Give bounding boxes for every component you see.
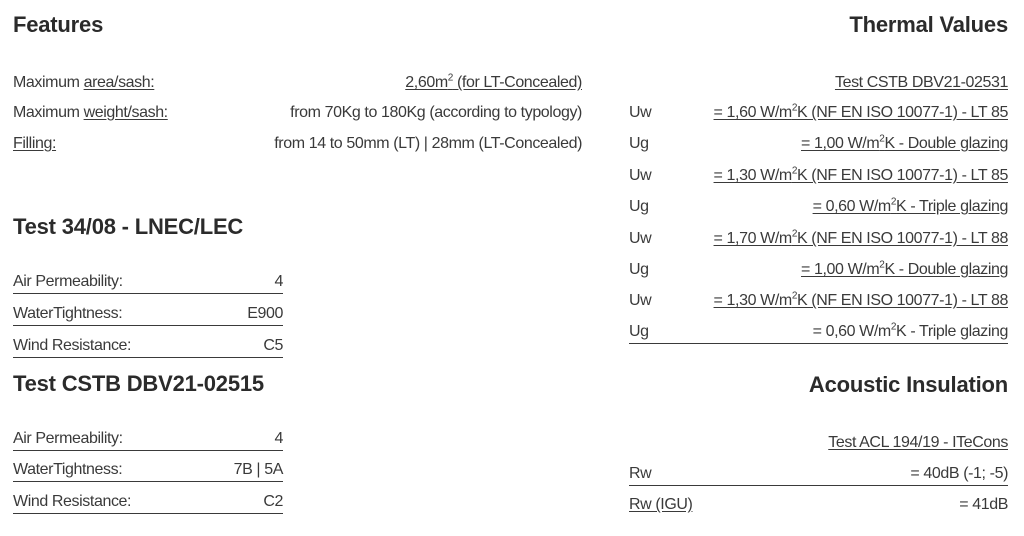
thermal-value: = 1,30 $W/m^2K$ (NF EN ISO 10077-1) - LT 85 [713,165,1008,184]
thermal-row [629,228,1008,250]
feature-label: Maximum weight/sash: [13,104,168,121]
feature-row-area [13,72,582,94]
test-value: E900 [247,305,283,322]
test-value: 7B | 5A [233,461,283,478]
acoustic-reference-row [629,432,1008,454]
thermal-label: Ug [629,261,649,278]
thermal-row [629,102,1008,124]
test-label: Air Permeability: [13,273,123,290]
acoustic-row [629,494,1008,516]
thermal-value: = 1,30 $W/m^2K$ (NF EN ISO 10077-1) - LT 88 [713,290,1008,309]
test-value: 4 [274,430,283,447]
test-lnec-row [13,271,283,294]
acoustic-label: Rw [629,465,652,482]
acoustic-reference: Test ACL 194/19 - ITeCons [828,434,1008,451]
thermal-row [629,133,1008,155]
thermal-row [629,259,1008,281]
test-value: C2 [263,493,283,510]
thermal-row [629,321,1008,344]
test-cstb-row [13,428,283,451]
acoustic-value: = 40dB (-1; -5) [910,465,1008,482]
thermal-reference: Test CSTB DBV21-02531 [834,74,1008,91]
thermal-label: Uw [629,292,652,309]
feature-value: from 70Kg to 180Kg (according to typology) [290,104,582,121]
thermal-value: = 1,60 $W/m^2K$ (NF EN ISO 10077-1) - LT 85 [713,102,1008,121]
thermal-label: Ug [629,135,649,152]
test-lnec-row [13,303,283,326]
test-label: Wind Resistance: [13,493,132,510]
thermal-value: = 1,70 $W/m^2K$ (NF EN ISO 10077-1) - LT 88 [713,228,1008,247]
thermal-value: = 0,60 $W/m^2K$ - Triple glazing [812,196,1008,215]
feature-value: from 14 to 50mm (LT) | 28mm (LT-Concealed) [274,135,582,152]
acoustic-value: = 41dB [959,496,1008,513]
test-label: Wind Resistance: [13,337,132,354]
thermal-reference-row [629,72,1008,94]
thermal-row [629,165,1008,187]
thermal-label: Ug [629,198,649,215]
feature-label: Filling: [13,135,57,152]
test-lnec-heading: Test 34/08 - LNEC/LEC [13,214,244,239]
acoustic-row [629,463,1008,486]
feature-value: $2,60m^2$ (for LT-Concealed) [405,72,582,91]
test-value: C5 [263,337,283,354]
test-label: WaterTightness: [13,305,123,322]
test-value: 4 [274,273,283,290]
test-cstb-row [13,491,283,514]
thermal-label: Uw [629,230,652,247]
acoustic-label: Rw (IGU) [629,496,693,513]
thermal-heading: Thermal Values [849,12,1008,37]
thermal-row [629,196,1008,218]
thermal-row [629,290,1008,312]
feature-row-weight [13,102,582,124]
thermal-label: Uw [629,167,652,184]
thermal-label: Uw [629,104,652,121]
thermal-value: = 1,00 $W/m^2K$ - Double glazing [801,259,1008,278]
feature-row-filling [13,133,582,155]
thermal-value: = 0,60 $W/m^2K$ - Triple glazing [812,321,1008,340]
acoustic-heading: Acoustic Insulation [808,372,1008,397]
test-cstb-row [13,459,283,482]
thermal-value: = 1,00 $W/m^2K$ - Double glazing [801,133,1008,152]
test-lnec-row [13,335,283,358]
test-label: Air Permeability: [13,430,123,447]
feature-label: Maximum area/sash: [13,74,155,91]
features-heading: Features [13,12,104,37]
test-cstb-heading: Test CSTB DBV21-02515 [13,371,264,396]
thermal-label: Ug [629,323,649,340]
test-label: WaterTightness: [13,461,123,478]
